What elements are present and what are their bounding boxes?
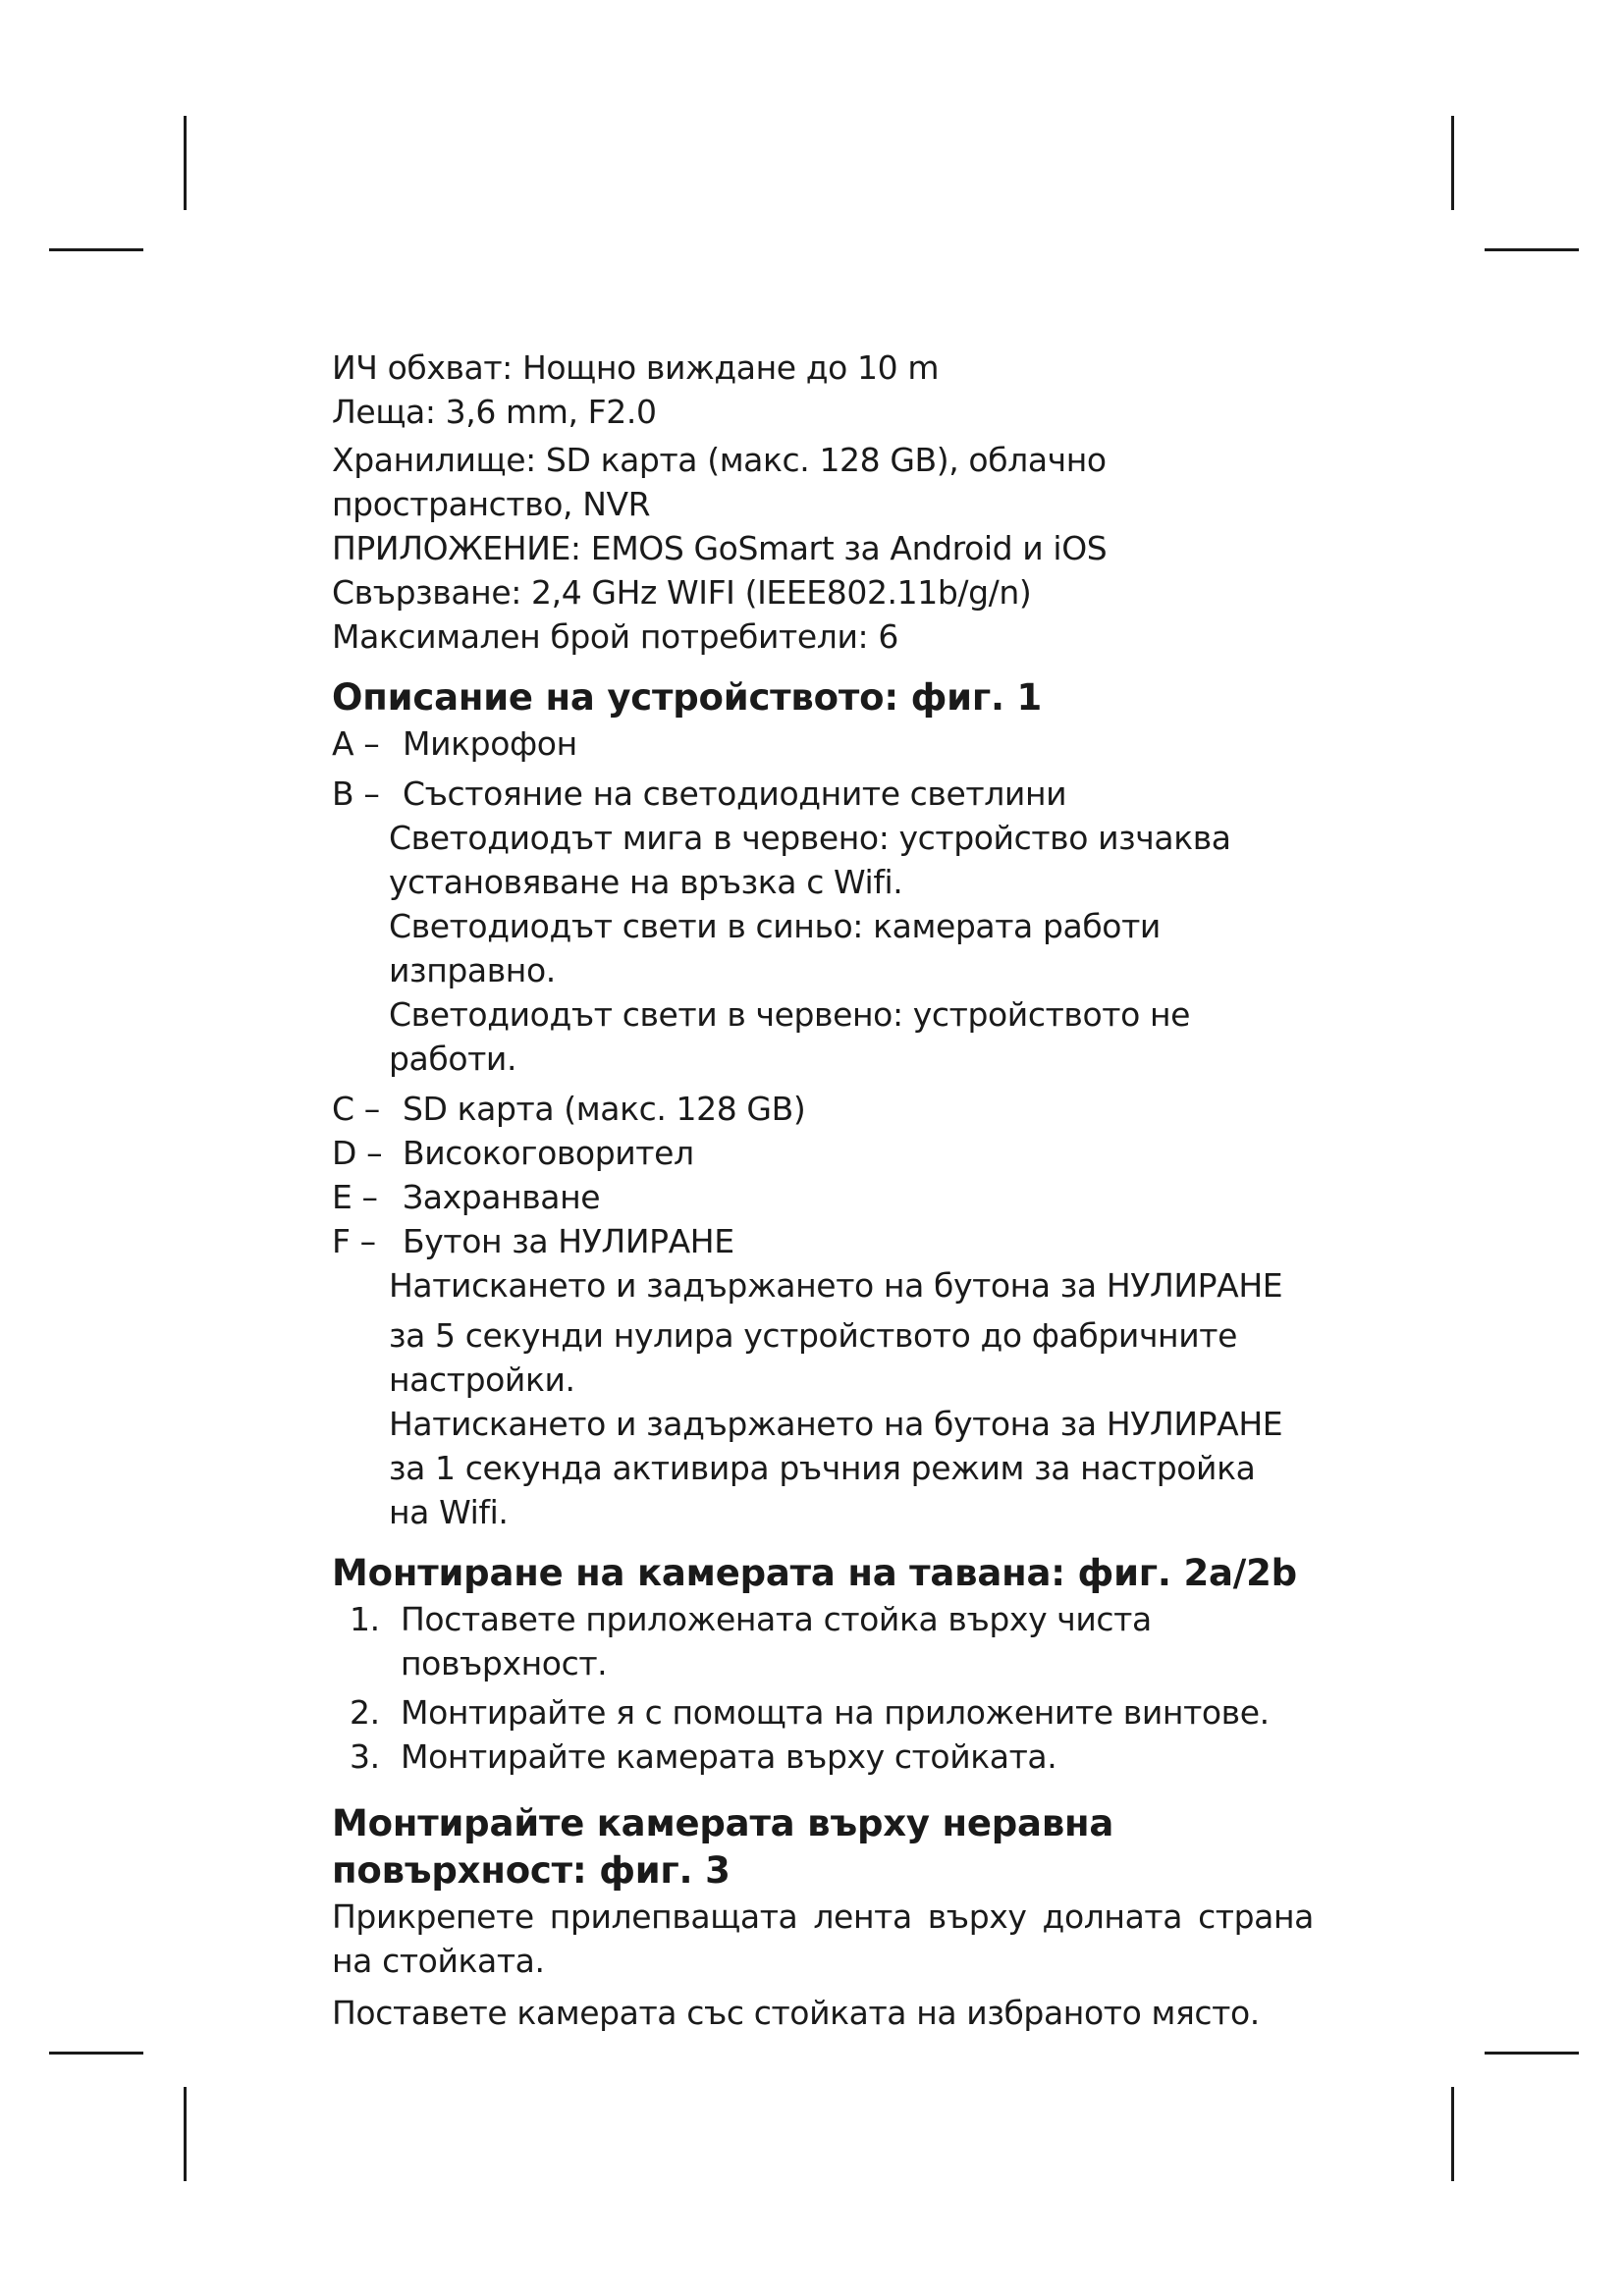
list-item bbox=[332, 1690, 1314, 1735]
device-parts-list bbox=[332, 721, 1314, 1534]
list-item bbox=[332, 1087, 1314, 1131]
item-text: Захранване bbox=[403, 1178, 601, 1216]
led-detail: Светодиодът свети в синьо: камерата работи изправно. bbox=[389, 907, 1161, 989]
led-detail: установяване на връзка с Wifi. bbox=[389, 863, 903, 901]
list-item bbox=[332, 772, 1314, 816]
step-number: 2. bbox=[350, 1693, 380, 1732]
step-number: 3. bbox=[350, 1737, 380, 1776]
item-label: F – bbox=[332, 1222, 376, 1260]
title-line: Монтирайте камерата върху неравна bbox=[332, 1802, 1114, 1844]
section-title-ceiling-mount: Монтиране на камерата на тавана: фиг. 2a/2b bbox=[332, 1552, 1297, 1594]
item-label: E – bbox=[332, 1178, 378, 1216]
item-label: D – bbox=[332, 1134, 383, 1172]
spec-app: ПРИЛОЖЕНИЕ: EMOS GoSmart за Android и iOS bbox=[332, 529, 1108, 567]
crop-mark bbox=[184, 2087, 187, 2181]
item-text: Високоговорител bbox=[403, 1134, 694, 1172]
step-text: Поставете приложената стойка върху чиста повърхност. bbox=[401, 1600, 1152, 1682]
spec-storage-cont: пространство, NVR bbox=[332, 485, 651, 523]
led-detail: Светодиодът мига в червено: устройство изчаква bbox=[389, 819, 1231, 857]
spec-ir-range: ИЧ обхват: Нощно виждане до 10 m bbox=[332, 348, 940, 387]
paragraph-place-camera: Поставете камерата със стойката на избраното място. bbox=[332, 1994, 1260, 2032]
step-text: Монтирайте камерата върху стойката. bbox=[401, 1737, 1057, 1776]
reset-detail: на Wifi. bbox=[389, 1493, 509, 1531]
section-title-uneven-surface bbox=[332, 1800, 1314, 1895]
item-text: SD карта (макс. 128 GB) bbox=[403, 1090, 806, 1128]
paragraph-adhesive-tape: Прикрепете прилепващата лента върху долната страна на стойката. bbox=[332, 1897, 1314, 1980]
step-text: Монтирайте я с помощта на приложените винтове. bbox=[401, 1693, 1270, 1732]
spec-connection: Свързване: 2,4 GHz WIFI (IEEE802.11b/g/n) bbox=[332, 573, 1032, 612]
list-item bbox=[332, 1735, 1314, 1779]
crop-mark bbox=[1451, 2087, 1454, 2181]
item-label: B – bbox=[332, 774, 380, 813]
manual-page-content bbox=[332, 346, 1314, 2035]
spec-lens: Леща: 3,6 mm, F2.0 bbox=[332, 393, 657, 431]
list-item bbox=[332, 1597, 1314, 1685]
list-item bbox=[332, 1131, 1314, 1175]
reset-detail: за 5 секунди нулира устройството до фабричните bbox=[389, 1316, 1237, 1355]
specifications bbox=[332, 346, 1314, 659]
item-label: C – bbox=[332, 1090, 380, 1128]
step-number: 1. bbox=[350, 1600, 380, 1638]
crop-mark bbox=[1485, 248, 1579, 251]
list-item bbox=[332, 1219, 1314, 1263]
crop-mark bbox=[184, 116, 187, 210]
reset-detail: за 1 секунда активира ръчния режим за настройка bbox=[389, 1449, 1256, 1487]
item-text: Състояние на светодиодните светлини bbox=[403, 774, 1067, 813]
spec-max-users: Максимален брой потребители: 6 bbox=[332, 617, 898, 656]
crop-mark bbox=[1451, 116, 1454, 210]
ceiling-mount-steps bbox=[332, 1597, 1314, 1779]
item-label: A – bbox=[332, 724, 380, 763]
item-text: Бутон за НУЛИРАНЕ bbox=[403, 1222, 734, 1260]
reset-detail: Натискането и задържането на бутона за НУЛИРАНЕ bbox=[389, 1266, 1283, 1305]
led-detail: Светодиодът свети в червено: устройството не работи. bbox=[389, 995, 1191, 1078]
crop-mark bbox=[49, 248, 143, 251]
reset-detail: настройки. bbox=[389, 1361, 575, 1399]
list-item bbox=[332, 721, 1314, 766]
spec-storage: Хранилище: SD карта (макс. 128 GB), облачно bbox=[332, 441, 1107, 479]
title-line: повърхност: фиг. 3 bbox=[332, 1849, 731, 1892]
reset-detail: Натискането и задържането на бутона за НУЛИРАНЕ bbox=[389, 1405, 1283, 1443]
item-text: Микрофон bbox=[403, 724, 577, 763]
crop-mark bbox=[1485, 2052, 1579, 2055]
section-title-device-description: Описание на устройството: фиг. 1 bbox=[332, 676, 1043, 719]
list-item bbox=[332, 1175, 1314, 1219]
crop-mark bbox=[49, 2052, 143, 2055]
